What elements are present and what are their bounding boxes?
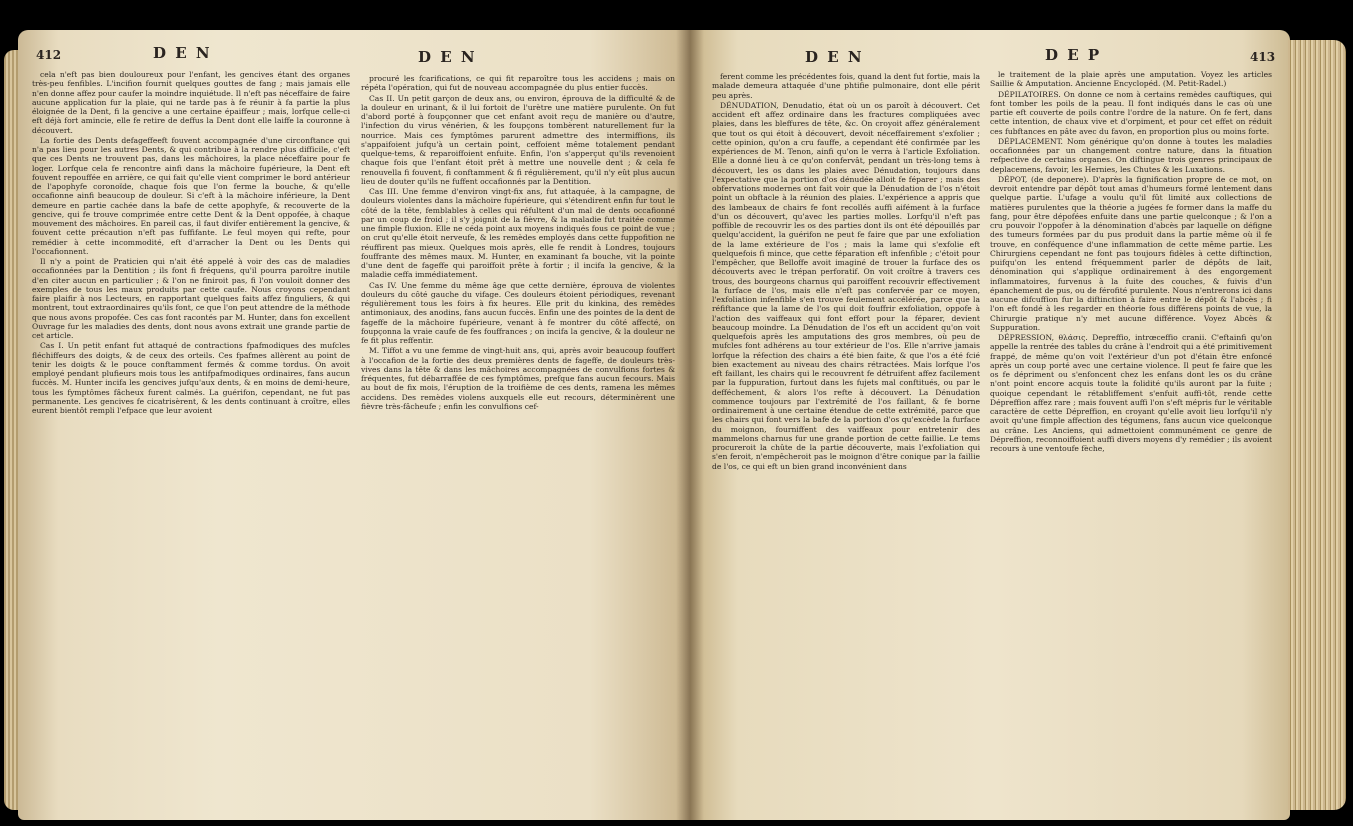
paragraph: DÉNUDATION, Denudatio, état où un os paroît à découvert. Cet accident eft affez ordinaire dans les fractures compliquées avec plaies, dans les bleffures de tête, &c. On croyoit affez généralement que tout os qui étoit à découvert, devoit néceffairement s'exfolier ; cette opinion, qu'on a cru fauffe, a cependant été confirmée par les expériences de M. Tenon, ainfi qu'on le verra à l'article Exfoliation. Elle a donné lieu à ce qu'on confervât, pendant un très-long tems à découvert, les os dans les plaies avec Dénudation, toujours dans l'expectative que la portion d'os dénudée alloit fe féparer ; mais des obfervations modernes ont fait voir que la Dénudation de l'os n'étoit point un obftacle à la réunion des plaies. L'expérience a appris que des lambeaux de chairs fe font recollés auffi aifément à la furface d'un os découvert, qu'avec les parties molles. Lorfqu'il n'eft pas poffible de recouvrir les os des parties dont ils ont été dépouillés par quelqu'accident, la guérifon ne peut fe faire que par une exfoliation de la lame extérieure de l'os ; mais la lame qui s'exfolie eft quelquefois fi mince, que cette féparation eft infenfible ; c'étoit pour l'empêcher, que Belloffe avoit imaginé de trouer la furface des os découverts avec le trépan perforatif. On voit croître à travers ces trous, des bourgeons charnus qui paroiffent recouvrir effectivement la furface de l'os, mais elle n'eft pas confervée par ce moyen, l'exfoliation infenfible s'en trouve feulement accélérée, parce que la réfiftance que la lame de l'os qui doit fouffrir exfoliation, oppofe à l'action des vaiffeaux qui font effort pour la féparer, devient beaucoup moindre. La Dénudation de l'os eft un accident qu'on voit quelquefois après les amputations des gros membres, où peu de mufcles font adhérens au tour extérieur de l'os. Elle n'arrive jamais lorfque la réfection des chairs a été bien faite, & que l'os a été fcié bien exactement au niveau des chairs rétractées. Mais lorfque l'os eft faillant, les chairs qui le recouvrent fe détruifent affez facilement par la fuppuration, furtout dans les fujets mal conftitués, ou par le defféchement, & alors l'os refte à découvert. La Dénudation commence toujours par l'extrémité de l'os faillant, & fe borne ordinairement à une certaine étendue de cette extrémité, parce que les chairs qui font vers la bafe de la portion d'os qu'excède la furface du moignon, fourniffent des vaiffeaux pour entretenir des mammelons charnus fur une grande portion de cette faillie. Le tems procureroit la chûte de la partie découverte, mais l'exfoliation qui s'en feroit, n'empêcheroit pas le moignon d'être conique par la faillie de l'os, ce qui eft un bien grand inconvénient dans xyxy=(712,100,980,471)
right-column-1 xyxy=(712,72,980,812)
paragraph: cela n'eft pas bien douloureux pour l'enfant, les gencives étant des organes très-peu fenfibles. L'incifion fournit quelques gouttes de fang ; mais jamais elle n'en donne affez pour caufer la moindre inquiétude. Il n'eft pas néceffaire de faire aucune application fur la plaie, qui ne tarde pas à fe réunir à fa partie la plus éloignée de la Dent, fi la gencive a une certaine épaiffeur ; mais, lorfque celle-ci eft déjà fort amincie, elle fe retire de deffus la Dent dont elle laiffe la couronne à découvert. xyxy=(32,70,350,135)
right-running-head: D E P xyxy=(1045,46,1102,64)
left-running-head-right: D E N xyxy=(418,48,477,66)
paragraph: Cas III. Une femme d'environ vingt-fix ans, fut attaquée, à la campagne, de douleurs violentes dans la mâchoire fupérieure, qui s'étendirent enfin fur tout le côté de la tête, femblables à celles qui réfultent d'un mal de dents occafionné par un coup de froid ; il s'y joignit de la fièvre, & la maladie fut traitée comme une fimple fluxion. Elle ne céda point aux moyens indiqués fous ce point de vue ; on crut qu'elle étoit nerveufe, & les remèdes employés dans cette fuppofition ne réuffirent pas mieux. Quelques mois après, elle fe rendit à Londres, toujours fouffrante des mêmes maux. M. Hunter, en examinant fa bouche, vit la pointe d'une dent de fageffe qui paroiffoit prête à fortir ; il incifa la gencive, & la maladie ceffa immédiatement. xyxy=(361,187,675,280)
paragraph: Cas II. Un petit garçon de deux ans, ou environ, éprouva de la difficulté & de la douleur en urinant, & il lui fortoit de l'urètre une matière purulente. On fut d'abord porté à foupçonner que cet enfant avoit reçu de manière ou d'autre, l'infection du virus vénérien, & les foupçons tombèrent naturellement fur la nourrice. Mais ces fymptômes parurent admettre des intermiffions, ils s'appaifoient jufqu'à un certain point, ceffoient même totalement pendant quelque-tems, & reparoiffoient enfuite. Enfin, l'on s'apperçut qu'ils revenoient chaque fois que l'enfant étoit prêt à mettre une nouvelle dent ; & cela fe renouvella fi fouvent, fi conftamment & fi régulièrement, qu'il n'y eût plus aucun lieu de douter qu'ils ne fuffent occafionnés par la Dentition. xyxy=(361,93,675,186)
right-running-head-left: D E N xyxy=(805,48,864,66)
left-column-2 xyxy=(361,74,675,810)
right-page xyxy=(690,30,1290,820)
left-page xyxy=(18,30,690,820)
paragraph: M. Tiffot a vu une femme de vingt-huit ans, qui, après avoir beaucoup fouffert à l'occafion de la fortie des deux premières dents de fageffe, de douleurs très-vives dans la tête & dans les mâchoires accompagnées de convulfions fortes & fréquentes, fut débarraffée de ces fymptômes, prefque fans aucun fecours. Mais au bout de fix mois, l'éruption de la troifième de ces dents, ramena les mêmes accidens. Des remèdes violens auxquels elle eut recours, déterminèrent une fièvre très-fâcheufe ; enfin les convulfions cef- xyxy=(361,346,675,411)
paragraph: Cas IV. Une femme du même âge que cette dernière, éprouva de violentes douleurs du côté gauche du vifage. Ces douleurs étoient périodiques, revenant régulièrement tous les foirs à fix heures. Elle prit du kinkina, des remèdes antimoniaux, des anodins, fans aucun fuccès. Enfin une des pointes de la dent de fageffe de la mâchoire fupérieure, venant à fe montrer du côté affecté, on foupçonna la vraie caufe de fes fouffrances ; on incifa la gencive, & la douleur ne fe fit plus reffentir. xyxy=(361,280,675,345)
left-page-number: 412 xyxy=(36,48,62,62)
book-gutter xyxy=(676,30,704,820)
paragraph: DÉPOT, (de deponere). D'après la fignification propre de ce mot, on devroit entendre par dépôt tout amas d'humeurs formé lentement dans quelque partie. L'ufage a voulu qu'il fût limité aux collections de matières purulentes que la théorie a jugées fe former dans la maffe du fang, pour être dépofées enfuite dans une partie quelconque ; & l'on a cru pouvoir l'oppofer à la dénomination d'abcès par laquelle on défigne des tumeurs formées par du pus produit dans la partie même où il fe trouve, en conféquence d'une inflammation de cette même partie. Les Chirurgiens cependant ne font pas toujours fidèles à cette diftinction, puifqu'on les entend fréquemment parler de dépôts de lait, dénomination qui s'applique ordinairement à des engorgement inflammatoires, furvenus à la fuite des couches, & fuivis d'un épanchement de pus, ou de férofité purulente. Nous n'entrerons ici dans aucune difcuffion fur la diftinction à faire entre le dépôt & l'abcès ; fi l'on eft fondé à les regarder en théorie fous différens points de vue, la Chirurgie pratique n'y met aucune différence. Voyez Abcès & Suppuration. xyxy=(990,174,1272,332)
left-column-1 xyxy=(32,70,350,810)
right-page-edges xyxy=(1288,40,1346,810)
paragraph: ferent comme les précédentes fois, quand la dent fut fortie, mais la malade demeura attaquée d'une phtifie pulmonaire, dont elle périt peu après. xyxy=(712,72,980,100)
paragraph: DÉPILATOIRES. On donne ce nom à certains remèdes cauftiques, qui font tomber les poils de la peau. Il font indiqués dans le cas où une partie eft couverte de poils contre l'ordre de la nature. On fe fert, dans cette intention, de chaux vive et d'orpiment, et pour cet effet on réduit ces fubftances en pâte avec du favon, en proportion plus ou moins forte. xyxy=(990,89,1272,136)
paragraph: procuré les fcarifications, ce qui fit reparoître tous les accidens ; mais on répéta l'opération, qui fut de nouveau accompagnée du plus entier fuccès. xyxy=(361,74,675,93)
right-page-number: 413 xyxy=(1250,50,1276,64)
paragraph: DÉPRESSION, θλάσις. Depreffio, intrœceffio cranii. C'eftainfi qu'on appelle la rentrée des tables du crâne à l'endroit qui a été primitivement frappé, de même qu'on voit l'extérieur d'un pot d'étain être enfoncé après un coup porté avec une certaine violence. Il peut fe faire que les os fe dépriment ou s'enfoncent chez les enfans dont les os du crâne n'ont point encore acquis toute la folidité qu'ils auront par la fuite ; quoique cependant le rétabliffement s'enfuit auffi-tôt, rende cette Dépreffion affez rare ; mais fouvent auffi l'on s'eft mépris fur le véritable caractère de cette Dépreffion, en croyant qu'elle avoit lieu lorfqu'il n'y avoit qu'une fimple affection des tégumens, fans aucun vice quelconque au crâne. Les Anciens, qui admettoient communément ce genre de Dépreffion, reconnoiffoient auffi divers moyens d'y remédier ; ils avoient recours à une ventoufe fèche, xyxy=(990,333,1272,453)
paragraph: La fortie des Dents defageffeeft fouvent accompagnée d'une circonftance qui n'a pas lieu pour les autres Dents, & qui contribue à la rendre plus difficile, c'eft que ces Dents ne trouvent pas, dans les mâchoires, la place néceffaire pour fe loger. Lorfque cela fe rencontre ainfi dans la mâchoire fupérieure, la Dent eft fouvent repouffée en arrière, ce qui fait qu'elle vient comprimer le bord antérieur de l'apophyfe coronoïde, chaque fois que l'on ferme la bouche, & qu'elle occafionne ainfi beaucoup de douleur. Si c'eft à la mâchoire inférieure, la Dent demeure en partie cachée dans la bafe de cette apophyfe, & recouverte de la gencive, qui fe trouve comprimée entre cette Dent & la Dent oppofée, à chaque mouvement des mâchoires. En pareil cas, il faut divifer entièrement la gencive, & fouvent cette précaution n'eft pas fuffifante. Le feul moyen qui refte, pour remédier à cette incommodité, eft d'arracher la Dent ou les Dents qui l'occafionnent. xyxy=(32,135,350,256)
paragraph: Il n'y a point de Praticien qui n'ait été appelé à voir des cas de maladies occafionnées par la Dentition ; ils font fi fréquens, qu'il pourra paroître inutile d'en citer aucun en particulier ; & l'on ne finiroit pas, fi l'on vouloit donner des exemples de tous les maux produits par cette caufe. Nous croyons cependant faire plaifir à nos Lecteurs, en rapportant quelques faits affez finguliers, & qui montrent, tout extraordinaires qu'ils font, ce que l'on peut attendre de la méthode que nous avons propofée. Ces cas font racontés par M. Hunter, dans fon excellent Ouvrage fur les maladies des dents, dont nous avons extrait une grande partie de cet article. xyxy=(32,257,350,340)
paragraph: Cas I. Un petit enfant fut attaqué de contractions fpafmodiques des mufcles fléchiffeurs des doigts, & de ceux des orteils. Ces fpafmes allèrent au point de tenir les doigts & le pouce conftamment fermés & comme tordus. On avoit employé pendant plufieurs mois tous les antifpafmodiques ordinaires, fans aucun fuccès. M. Hunter incifa les gencives jufqu'aux dents, & en moins de demi-heure, tous les fymptômes fâcheux furent calmés. La guérifon, cependant, ne fut pas permanente. Les gencives fe cicatrisèrent, & les dents continuant à croître, elles eurent bientôt rempli l'efpace que leur avoient xyxy=(32,341,350,415)
paragraph: le traitement de la plaie après une amputation. Voyez les articles Saillie & Amputation. Ancienne Encyclopéd. (M. Petit-Radel.) xyxy=(990,70,1272,89)
paragraph: DÉPLACEMENT. Nom générique qu'on donne à toutes les maladies occafionnées par un changement contre nature, dans la fituation refpective de certains organes. On diftingue trois genres principaux de deplacemens, favoir, les Hernies, les Chutes & les Luxations. xyxy=(990,136,1272,174)
left-running-head: D E N xyxy=(153,44,212,62)
right-column-2 xyxy=(990,70,1272,812)
